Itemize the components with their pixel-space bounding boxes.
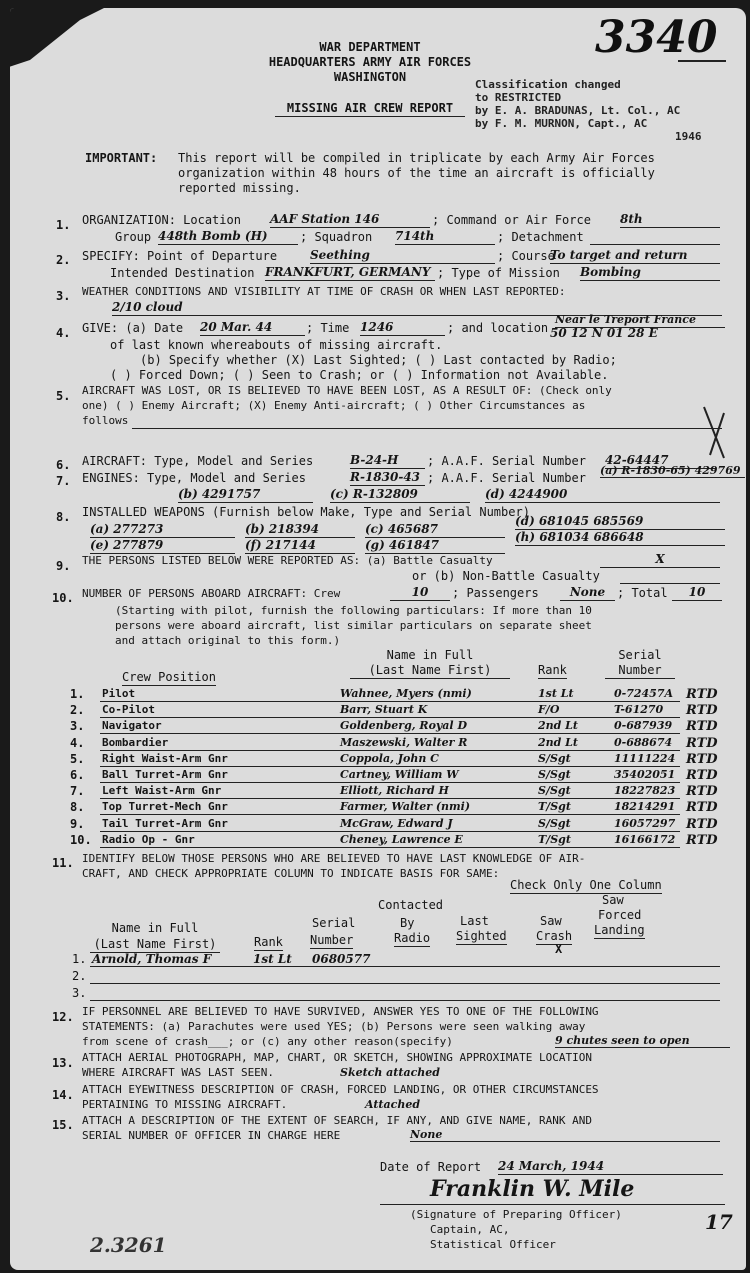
witness-row-1-line — [90, 966, 720, 967]
item-4-time-label: ; Time — [306, 321, 350, 335]
page-mark: 17 — [705, 1210, 733, 1234]
crew-row-line — [100, 750, 680, 751]
crew-row-serial: 18214291 — [614, 800, 676, 814]
item-10-line-4: and attach original to this form.) — [115, 634, 341, 647]
item-12-line-2: STATEMENTS: (a) Parachutes were used YES; (b) Persons were seen walking away — [82, 1020, 586, 1033]
item-7-serial-a: (a) R-1830-65) 429769 — [600, 464, 745, 478]
important-text-2: organization within 48 hours of the time an aircraft is officially — [178, 166, 655, 180]
crew-row-number: 2. — [70, 703, 85, 718]
item-4-time: 1246 — [360, 320, 445, 336]
crew-row-serial: 16166172 — [614, 832, 676, 846]
item-8-g: (g) 461847 — [365, 538, 505, 554]
item-11-col-name-1: Name in Full — [111, 921, 199, 935]
item-5-line — [132, 428, 722, 429]
item-11-number: 11. — [52, 856, 74, 870]
item-9-b-label: or (b) Non-Battle Casualty — [412, 569, 600, 583]
crew-row-name: Cheney, Lawrence E — [340, 832, 463, 846]
item-4-label: GIVE: (a) Date — [82, 321, 184, 335]
stamp-line-1: Classification changed — [475, 78, 621, 91]
crew-row-note: RTD — [686, 719, 718, 735]
item-11-col-radio-1: By — [400, 916, 415, 930]
crew-row-rank: 2nd Lt — [538, 719, 578, 733]
item-5-number: 5. — [56, 389, 71, 403]
item-11-col-forced-2: Forced — [598, 908, 642, 922]
crew-row-position: Pilot — [102, 687, 136, 700]
crew-row-name: Cartney, William W — [340, 768, 459, 781]
item-8-number: 8. — [56, 510, 71, 524]
item-11-col-rank: Rank — [254, 935, 283, 949]
stamp-line-2: to RESTRICTED — [475, 91, 562, 104]
crew-row-line — [100, 814, 680, 815]
crew-row-name: Coppola, John C — [340, 751, 439, 765]
item-1-group-label: Group — [115, 230, 152, 244]
item-8-a: (a) 277273 — [90, 522, 235, 538]
hq-heading: HEADQUARTERS ARMY AIR FORCES — [268, 55, 472, 69]
crew-row-serial: 11111224 — [614, 751, 676, 765]
crew-row-serial: 0-688674 — [614, 735, 673, 749]
item-11-col-serial-1: Serial — [312, 916, 356, 930]
item-6-serial-label: ; A.A.F. Serial Number — [427, 454, 586, 468]
item-3-value: 2/10 cloud — [112, 300, 232, 316]
item-8-d: (d) 681045 685569 — [515, 514, 725, 530]
item-14-line-2: PERTAINING TO MISSING AIRCRAFT. — [82, 1098, 288, 1111]
signer-title: Statistical Officer — [430, 1238, 556, 1251]
witness-row-3-line — [90, 1000, 720, 1001]
crew-row-line — [100, 782, 680, 783]
item-11-col-last-1: Last — [460, 914, 489, 928]
item-8-label: INSTALLED WEAPONS (Furnish below Make, Type and Serial Number) — [82, 505, 530, 519]
crew-row-name: McGraw, Edward J — [340, 816, 453, 830]
item-7-b: (b) 4291757 — [178, 487, 313, 503]
crew-row-position: Bombardier — [102, 735, 169, 749]
important-text-1: This report will be compiled in triplicate by each Army Air Forces — [178, 151, 655, 165]
item-12-number: 12. — [52, 1010, 74, 1024]
crew-row-number: 10. — [70, 832, 92, 847]
item-4-date: 20 Mar. 44 — [200, 320, 305, 336]
item-12-line-3: from scene of crash___; or (c) any other reason(specify) — [82, 1035, 453, 1048]
item-5-line-2: one) ( ) Enemy Aircraft; (X) Enemy Anti-aircraft; ( ) Other Circumstances as — [82, 399, 586, 412]
item-11-check-note: Check Only One Column — [510, 878, 662, 892]
crew-row-line — [100, 733, 680, 734]
item-2-number: 2. — [56, 253, 71, 267]
crew-row-note: RTD — [686, 768, 718, 783]
item-10-line-2: (Starting with pilot, furnish the following particulars: If more than 10 — [115, 604, 592, 617]
crew-row-rank: 1st Lt — [538, 687, 574, 700]
stamp-line-4: by F. M. MURNON, Capt., AC — [475, 117, 648, 130]
item-2-dest-label: Intended Destination — [110, 266, 255, 280]
crew-col-position: Crew Position — [122, 670, 216, 684]
crew-row-number: 4. — [70, 735, 85, 750]
item-4-location: Near le Treport France — [555, 312, 725, 328]
item-1-squadron: 714th — [395, 229, 495, 245]
report-page — [10, 8, 746, 1270]
crew-row-note: RTD — [686, 832, 718, 848]
crew-row-rank: F/O — [538, 703, 560, 717]
signature-line — [380, 1204, 725, 1205]
signature: Franklin W. Mile — [430, 1176, 635, 1202]
witness-row-2-line — [90, 983, 720, 984]
item-4-number: 4. — [56, 326, 71, 340]
crew-row-note: RTD — [686, 751, 718, 767]
crew-row-note: RTD — [686, 735, 718, 751]
witness-row-3-number: 3. — [72, 986, 87, 1000]
crew-row-rank: T/Sgt — [538, 800, 571, 814]
stamp-line-5: 1946 — [675, 130, 702, 143]
crew-col-rank: Rank — [538, 663, 567, 677]
item-15-number: 15. — [52, 1118, 74, 1132]
item-8-c: (c) 465687 — [365, 522, 505, 538]
item-15-value: None — [410, 1128, 720, 1142]
witness-row-1-rank: 1st Lt — [253, 952, 292, 966]
signer-rank: Captain, AC, — [430, 1223, 510, 1236]
form-title: MISSING AIR CREW REPORT — [275, 101, 465, 117]
item-7-number: 7. — [56, 474, 71, 488]
item-2-destination: FRANKFURT, GERMANY — [265, 265, 435, 281]
item-10-passengers-label: ; Passengers — [452, 586, 539, 600]
item-4-location-label: ; and location — [447, 321, 549, 335]
item-11-col-serial-2: Number — [310, 933, 354, 947]
crew-col-name-2: (Last Name First) — [350, 663, 510, 679]
item-7-d: (d) 4244900 — [485, 487, 720, 503]
item-8-h: (h) 681034 686648 — [515, 530, 725, 546]
item-4-line-2: of last known whereabouts of missing aircraft. — [110, 338, 443, 352]
item-6-serial: 42-64447 — [605, 453, 715, 469]
crew-row-rank: T/Sgt — [538, 832, 571, 846]
crew-row-rank: S/Sgt — [538, 816, 571, 830]
crew-row-position: Tail Turret-Arm Gnr — [102, 816, 228, 830]
crew-row-name: Elliott, Richard H — [340, 784, 449, 798]
item-11-col-last-2: Sighted — [456, 929, 507, 943]
witness-row-1-mark: X — [555, 942, 563, 956]
item-15-line-1: ATTACH A DESCRIPTION OF THE EXTENT OF SEARCH, IF ANY, AND GIVE NAME, RANK AND — [82, 1114, 592, 1127]
crew-row-serial: 16057297 — [614, 816, 676, 830]
item-3-label: WEATHER CONDITIONS AND VISIBILITY AT TIME OF CRASH OR WHEN LAST REPORTED: — [82, 285, 566, 298]
file-number-underline — [678, 60, 726, 62]
item-11-col-forced-1: Saw — [602, 893, 624, 907]
item-2-type: Bombing — [580, 265, 720, 281]
crew-row-line — [100, 717, 680, 718]
item-13-value: Sketch attached — [340, 1066, 440, 1079]
item-4-coordinates: 50 12 N 01 28 E — [550, 326, 658, 340]
item-7-serial-label: ; A.A.F. Serial Number — [427, 471, 586, 485]
crew-row-name: Goldenberg, Royal D — [340, 719, 467, 733]
item-6-type: B-24-H — [350, 453, 425, 469]
crew-col-serial-1: Serial — [618, 648, 662, 662]
crew-row-number: 5. — [70, 751, 85, 766]
crew-row-line — [100, 847, 680, 848]
crew-row-line — [100, 798, 680, 799]
item-13-line-2: WHERE AIRCRAFT WAS LAST SEEN. — [82, 1066, 275, 1079]
crew-row-position: Top Turret-Mech Gnr — [102, 800, 228, 814]
crew-row-rank: S/Sgt — [538, 784, 571, 798]
item-12-line-1: IF PERSONNEL ARE BELIEVED TO HAVE SURVIVED, ANSWER YES TO ONE OF THE FOLLOWING — [82, 1005, 599, 1018]
crew-row-position: Right Waist-Arm Gnr — [102, 751, 228, 765]
crew-row-name: Wahnee, Myers (nmi) — [340, 687, 472, 700]
crew-row-line — [100, 831, 680, 832]
dept-heading: WAR DEPARTMENT — [319, 40, 421, 54]
crew-row-number: 6. — [70, 768, 85, 782]
item-1-detachment-line — [590, 244, 720, 245]
crew-row-note: RTD — [686, 816, 718, 832]
item-8-e: (e) 277879 — [90, 538, 235, 554]
item-6-number: 6. — [56, 458, 71, 472]
item-7-type: R-1830-43 — [350, 470, 425, 486]
item-15-line-2: SERIAL NUMBER OF OFFICER IN CHARGE HERE — [82, 1129, 341, 1142]
item-10-total-label: ; Total — [617, 586, 668, 600]
report-date: 24 March, 1944 — [498, 1159, 723, 1175]
crew-row-name: Maszewski, Walter R — [340, 735, 468, 749]
item-10-passengers: None — [560, 585, 615, 601]
item-13-number: 13. — [52, 1056, 74, 1070]
item-1-squadron-label: ; Squadron — [300, 230, 373, 244]
stamp-line-3: by E. A. BRADUNAS, Lt. Col., AC — [475, 104, 681, 117]
item-11-col-contacted: Contacted — [378, 898, 444, 912]
item-10-crew: 10 — [390, 585, 450, 601]
crew-row-number: 7. — [70, 784, 85, 799]
witness-row-1-number: 1. — [72, 952, 87, 966]
item-2-course-label: ; Course — [497, 249, 555, 263]
witness-row-1-name: Arnold, Thomas F — [92, 952, 212, 966]
item-7-label: ENGINES: Type, Model and Series — [82, 471, 306, 485]
crew-row-serial: 0-72457A — [614, 687, 674, 700]
crew-row-number: 1. — [70, 687, 85, 701]
important-text-3: reported missing. — [178, 181, 301, 195]
signature-label: (Signature of Preparing Officer) — [410, 1208, 622, 1221]
item-11-line-2: CRAFT, AND CHECK APPROPRIATE COLUMN TO INDICATE BASIS FOR SAME: — [82, 867, 500, 880]
crew-row-note: RTD — [686, 687, 718, 702]
item-1-number: 1. — [56, 218, 71, 232]
item-8-b: (b) 218394 — [245, 522, 355, 538]
classification-stamp — [475, 78, 702, 143]
crew-row-line — [100, 766, 680, 767]
item-9-battle-casualty: X — [600, 552, 720, 568]
crew-row-serial: T-61270 — [614, 703, 664, 717]
crew-row-position: Radio Op - Gnr — [102, 832, 195, 846]
item-1-command: 8th — [620, 212, 720, 228]
item-2-departure: Seething — [310, 248, 495, 264]
item-8-f: (f) 217144 — [245, 538, 355, 554]
item-6-label: AIRCRAFT: Type, Model and Series — [82, 454, 314, 468]
item-4-line-3: (b) Specify whether (X) Last Sighted; ( ) Last contacted by Radio; — [140, 353, 617, 367]
witness-row-1-serial: 0680577 — [312, 952, 371, 966]
item-13-line-1: ATTACH AERIAL PHOTOGRAPH, MAP, CHART, OR SKETCH, SHOWING APPROXIMATE LOCATION — [82, 1051, 592, 1064]
crew-row-note: RTD — [686, 784, 718, 800]
item-9-label: THE PERSONS LISTED BELOW WERE REPORTED AS: (a) Battle Casualty — [82, 554, 493, 567]
corner-note: 2.3261 — [90, 1233, 167, 1257]
item-10-number: 10. — [52, 591, 74, 605]
crew-row-position: Navigator — [102, 719, 162, 733]
item-11-line-1: IDENTIFY BELOW THOSE PERSONS WHO ARE BELIEVED TO HAVE LAST KNOWLEDGE OF AIR- — [82, 852, 586, 865]
crew-col-serial-2: Number — [605, 663, 675, 679]
item-7-c: (c) R-132809 — [330, 487, 470, 503]
item-14-line-1: ATTACH EYEWITNESS DESCRIPTION OF CRASH, FORCED LANDING, OR OTHER CIRCUMSTANCES — [82, 1083, 599, 1096]
crew-row-position: Co-Pilot — [102, 703, 155, 717]
item-14-number: 14. — [52, 1088, 74, 1102]
item-11-col-seen-1: Saw — [540, 914, 562, 928]
crew-row-serial: 18227823 — [614, 784, 676, 798]
item-1-group: 448th Bomb (H) — [158, 229, 298, 245]
file-number: 3340 — [595, 12, 718, 63]
crew-row-name: Farmer, Walter (nmi) — [340, 800, 471, 814]
crew-col-name-1: Name in Full — [386, 648, 474, 662]
item-11-col-name-2: (Last Name First) — [90, 937, 220, 953]
item-14-value: Attached — [365, 1098, 421, 1111]
crew-row-position: Left Waist-Arm Gnr — [102, 784, 222, 798]
item-1-command-label: ; Command or Air Force — [432, 213, 591, 227]
item-3-number: 3. — [56, 289, 71, 303]
crew-row-serial: 0-687939 — [614, 719, 673, 733]
item-10-line-3: persons were aboard aircraft, list similar particulars on separate sheet — [115, 619, 592, 632]
item-9-number: 9. — [56, 559, 71, 573]
crew-row-name: Barr, Stuart K — [340, 703, 428, 717]
item-5-line-1: AIRCRAFT WAS LOST, OR IS BELIEVED TO HAVE BEEN LOST, AS A RESULT OF: (Check only — [82, 384, 612, 397]
item-2-label: SPECIFY: Point of Departure — [82, 249, 278, 263]
crew-row-rank: S/Sgt — [538, 751, 571, 765]
item-12-value: 9 chutes seen to open — [555, 1034, 730, 1048]
witness-row-2-number: 2. — [72, 969, 87, 983]
item-2-type-label: ; Type of Mission — [437, 266, 560, 280]
item-10-label: NUMBER OF PERSONS ABOARD AIRCRAFT: Crew — [82, 587, 341, 600]
item-4-line-4: ( ) Forced Down; ( ) Seen to Crash; or ( ) Information not Available. — [110, 368, 609, 382]
crew-row-position: Ball Turret-Arm Gnr — [102, 768, 228, 781]
crew-row-number: 8. — [70, 800, 85, 815]
crew-row-note: RTD — [686, 703, 718, 719]
important-label: IMPORTANT: — [85, 151, 158, 165]
corner-shadow — [10, 8, 120, 70]
item-1-detachment-label: ; Detachment — [497, 230, 584, 244]
item-10-total: 10 — [672, 585, 722, 601]
item-9-b-line — [620, 583, 720, 584]
crew-row-number: 9. — [70, 816, 85, 831]
item-5-line-3: follows — [82, 414, 129, 427]
item-11-col-forced-3: Landing — [594, 923, 645, 937]
city-heading: WASHINGTON — [333, 70, 407, 84]
crew-row-serial: 35402051 — [614, 768, 676, 781]
crew-row-number: 3. — [70, 719, 85, 734]
item-1-label: ORGANIZATION: Location — [82, 213, 241, 227]
report-date-label: Date of Report — [380, 1160, 482, 1174]
item-2-course: To target and return — [550, 248, 720, 264]
crew-row-line — [100, 701, 680, 702]
item-11-col-seen-2: Crash — [536, 929, 573, 943]
crew-row-rank: S/Sgt — [538, 768, 571, 781]
crew-row-note: RTD — [686, 800, 718, 816]
item-11-col-radio-2: Radio — [394, 931, 431, 945]
crew-row-rank: 2nd Lt — [538, 735, 578, 749]
item-1-location: AAF Station 146 — [270, 212, 430, 228]
